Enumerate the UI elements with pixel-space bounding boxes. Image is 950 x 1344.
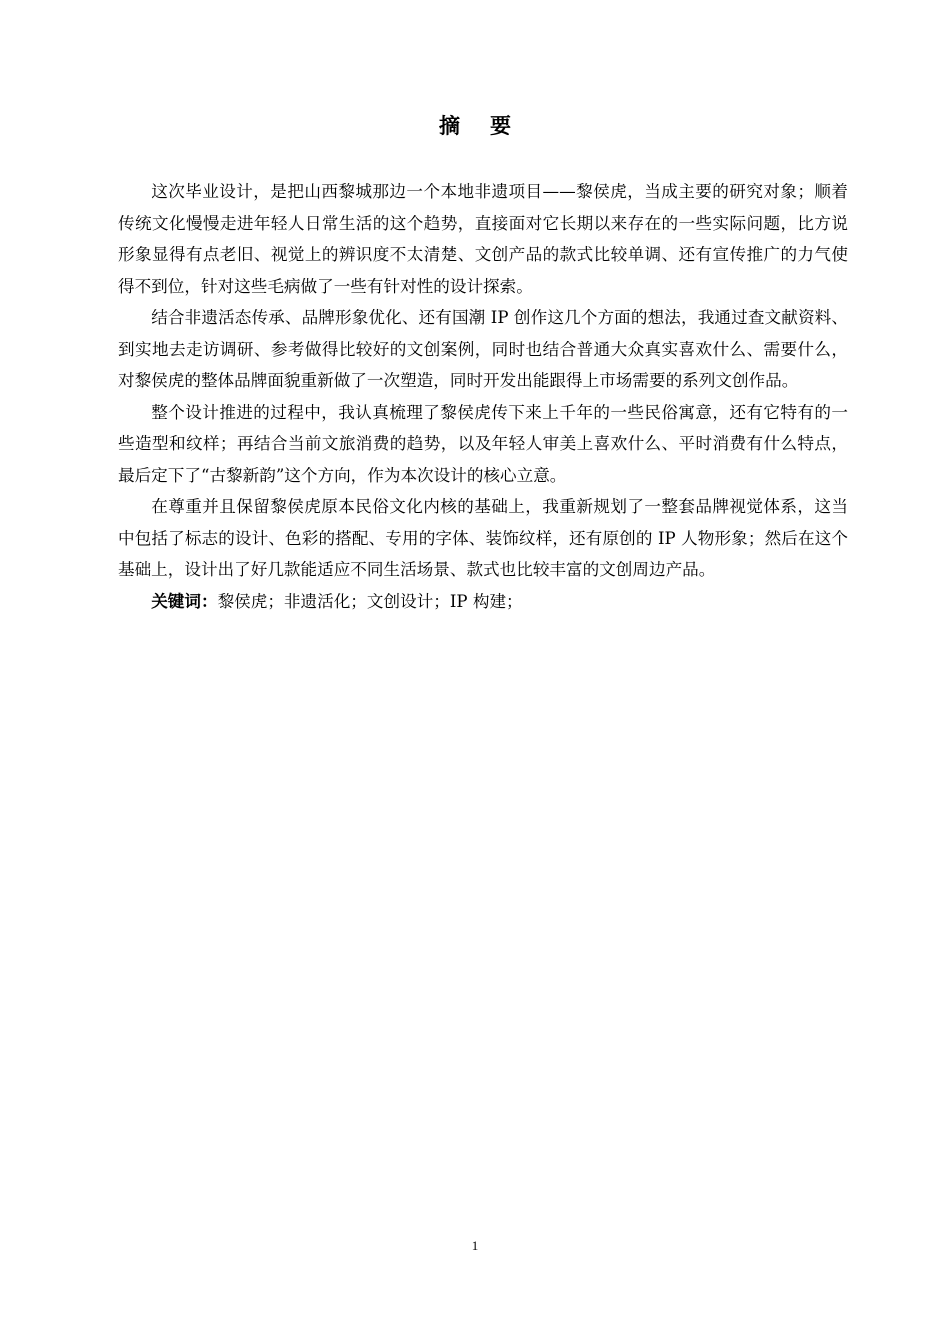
abstract-paragraph-2: 结合非遗活态传承、品牌形象优化、还有国潮 IP 创作这几个方面的想法，我通过查文献资料、到实地去走访调研、参考做得比较好的文创案例，同时也结合普通大众真实喜欢什么、需要什么，对黎侯虎的整体品牌面貌重新做了一次塑造，同时开发出能跟得上市场需要的系列文创作品。 <box>118 308 848 390</box>
abstract-paragraph-3: 整个设计推进的过程中，我认真梳理了黎侯虎传下来上千年的一些民俗寓意，还有它特有的一些造型和纹样；再结合当前文旅消费的趋势，以及年轻人审美上喜欢什么、平时消费有什么特点，最后定下了“古黎新韵”这个方向，作为本次设计的核心立意。 <box>118 402 848 485</box>
keywords-text: 黎侯虎；非遗活化；文创设计；IP 构建； <box>217 591 523 611</box>
abstract-paragraph-1: 这次毕业设计，是把山西黎城那边一个本地非遗项目——黎侯虎，当成主要的研究对象；顺着传统文化慢慢走进年轻人日常生活的这个趋势，直接面对它长期以来存在的一些实际问题，比方说形象显得有点老旧、视觉上的辨识度不太清楚、文创产品的款式比较单调、还有宣传推广的力气使得不到位，针对这些毛病做了一些有针对性的设计探索。 <box>118 182 848 296</box>
abstract-title: 摘要 <box>439 114 541 138</box>
abstract-body <box>118 176 848 617</box>
abstract-paragraph-4: 在尊重并且保留黎侯虎原本民俗文化内核的基础上，我重新规划了一整套品牌视觉体系，这当中包括了标志的设计、色彩的搭配、专用的字体、装饰纹样，还有原创的 IP 人物形象；然后在这个基础上，设计出了好几款能适应不同生活场景、款式也比较丰富的文创周边产品。 <box>118 497 848 579</box>
page-number: 1 <box>471 1238 479 1253</box>
keywords-line <box>118 586 848 618</box>
keywords-label: 关键词： <box>151 591 218 611</box>
